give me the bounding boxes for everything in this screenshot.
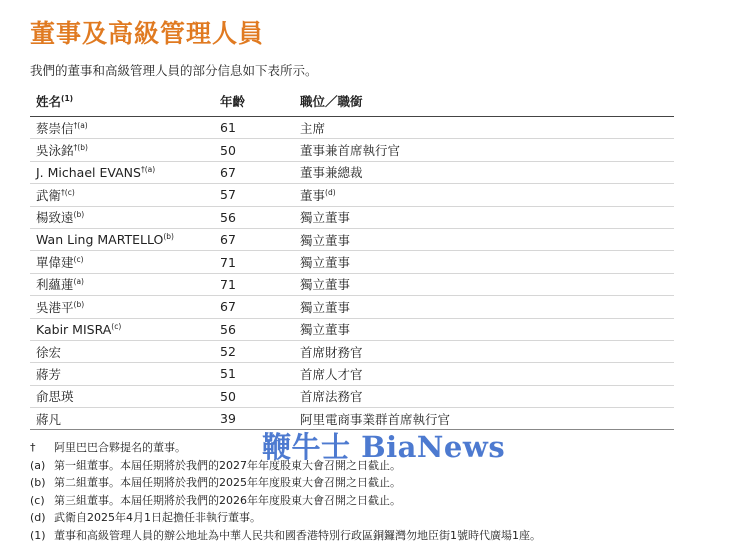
cell-name [30, 296, 214, 318]
person-name: J. Michael EVANS [36, 164, 141, 180]
cell-position [294, 184, 674, 206]
intro-text: 我們的董事和高級管理人員的部分信息如下表所示。 [30, 63, 318, 78]
person-name: Wan Ling MARTELLO [36, 232, 164, 248]
position-title: 董事兼首席執行官 [300, 143, 401, 159]
person-name: 蔣芳 [36, 366, 62, 382]
position-title: 董事兼總裁 [300, 165, 363, 181]
footnote-mark: † [30, 441, 36, 454]
cell-age: 67 [214, 161, 294, 183]
person-name: 利蘊蓮 [36, 277, 74, 293]
position-title: 獨立董事 [300, 322, 351, 338]
name-footnote: (c) [73, 254, 84, 264]
watermark-logo: 鞭牛士 BiaNews [262, 430, 506, 464]
footnote-text: 第一組董事。本屆任期將於我們的2027年年度股東大會召開之日截止。 [54, 458, 401, 472]
cell-name [30, 273, 214, 295]
header-name-footnote: (1) [61, 93, 74, 103]
table-row [30, 340, 674, 362]
footnote-item [30, 439, 541, 457]
cell-name [30, 184, 214, 206]
person-name: 蔣凡 [36, 411, 62, 427]
cell-age: 50 [214, 385, 294, 407]
footnote-mark: (a) [30, 458, 46, 472]
name-footnote: †(c) [61, 187, 75, 197]
person-name: 楊致遠 [36, 210, 74, 226]
header-age: 年齡 [214, 90, 294, 117]
person-name: 單偉建 [36, 255, 74, 271]
name-footnote: (c) [111, 321, 122, 331]
page-title: 董事及高級管理人員 [30, 19, 265, 48]
position-footnote: (d) [325, 187, 336, 197]
footnote-mark: (1) [30, 528, 46, 542]
cell-name [30, 251, 214, 273]
cell-position [294, 273, 674, 295]
position-title: 阿里電商事業群首席執行官 [300, 411, 451, 427]
cell-age: 39 [214, 408, 294, 430]
table-row [30, 117, 674, 139]
table-header-row [30, 90, 674, 117]
table-row [30, 139, 674, 161]
position-title: 主席 [300, 120, 326, 136]
position-title: 獨立董事 [300, 255, 351, 271]
person-name: 徐宏 [36, 344, 62, 360]
header-name [30, 90, 214, 117]
name-footnote: (b) [73, 210, 85, 220]
name-footnote: (a) [73, 277, 84, 287]
cell-name [30, 161, 214, 183]
footnote-item [30, 509, 541, 527]
cell-name [30, 318, 214, 340]
table-row [30, 161, 674, 183]
position-title: 獨立董事 [300, 210, 351, 226]
person-name: 武衛 [36, 187, 62, 203]
name-footnote: †(a) [73, 120, 88, 130]
footnote-item [30, 474, 541, 492]
name-footnote: (b) [73, 299, 85, 309]
name-footnote: (b) [163, 231, 174, 241]
cell-position [294, 117, 674, 139]
cell-name [30, 139, 214, 161]
position-title: 首席人才官 [300, 366, 363, 382]
cell-position [294, 385, 674, 407]
position-title: 獨立董事 [300, 299, 351, 315]
cell-position [294, 296, 674, 318]
cell-name [30, 363, 214, 385]
cell-name [30, 117, 214, 139]
table-row [30, 296, 674, 318]
cell-position [294, 139, 674, 161]
footnotes [30, 439, 541, 544]
position-title: 獨立董事 [300, 232, 351, 248]
table-row [30, 363, 674, 385]
position-title: 獨立董事 [300, 277, 351, 293]
header-name-label: 姓名 [36, 94, 62, 109]
cell-age: 67 [214, 228, 294, 250]
cell-name [30, 385, 214, 407]
cell-position [294, 206, 674, 228]
person-name: 吳泳銘 [36, 143, 74, 159]
cell-age: 57 [214, 184, 294, 206]
cell-age: 61 [214, 117, 294, 139]
name-footnote: †(a) [140, 164, 156, 174]
cell-age: 67 [214, 296, 294, 318]
cell-position [294, 228, 674, 250]
position-title: 首席法務官 [300, 389, 363, 405]
person-name: 吳港平 [36, 299, 74, 315]
cell-age: 52 [214, 340, 294, 362]
footnote-text: 第二組董事。本屆任期將於我們的2025年年度股東大會召開之日截止。 [54, 476, 401, 489]
cell-position [294, 318, 674, 340]
table-row [30, 385, 674, 407]
position-title: 首席財務官 [300, 344, 363, 360]
table-row [30, 273, 674, 295]
table-row [30, 251, 674, 273]
footnote-item [30, 492, 541, 510]
cell-age: 56 [214, 318, 294, 340]
cell-name [30, 206, 214, 228]
footnote-text: 董事和高級管理人員的辦公地址為中華人民共和國香港特別行政區銅鑼灣勿地臣街1號時代廣場1座。 [54, 528, 541, 542]
person-name: 蔡崇信 [36, 120, 74, 136]
person-name: Kabir MISRA [36, 321, 112, 337]
footnote-mark: (b) [30, 476, 46, 489]
footnote-mark: (d) [30, 511, 46, 524]
cell-age: 51 [214, 363, 294, 385]
name-footnote: †(b) [73, 142, 88, 152]
header-position: 職位／職銜 [294, 90, 674, 117]
footnote-item [30, 527, 541, 545]
cell-age: 71 [214, 273, 294, 295]
cell-name [30, 408, 214, 430]
table-row [30, 184, 674, 206]
cell-position [294, 251, 674, 273]
table-row [30, 318, 674, 340]
footnote-item [30, 457, 541, 475]
position-title: 董事 [300, 187, 326, 203]
directors-table [30, 90, 674, 430]
cell-name [30, 228, 214, 250]
footnote-text: 武衛自2025年4月1日起擔任非執行董事。 [54, 511, 261, 524]
cell-position [294, 161, 674, 183]
person-name: 俞思瑛 [36, 389, 74, 405]
table-row [30, 228, 674, 250]
cell-name [30, 340, 214, 362]
cell-age: 50 [214, 139, 294, 161]
footnote-text: 阿里巴巴合夥提名的董事。 [54, 441, 186, 454]
cell-age: 71 [214, 251, 294, 273]
cell-age: 56 [214, 206, 294, 228]
footnote-mark: (c) [30, 493, 45, 507]
cell-position [294, 363, 674, 385]
cell-position [294, 340, 674, 362]
footnote-text: 第三組董事。本屆任期將於我們的2026年年度股東大會召開之日截止。 [54, 493, 401, 507]
table-row [30, 206, 674, 228]
